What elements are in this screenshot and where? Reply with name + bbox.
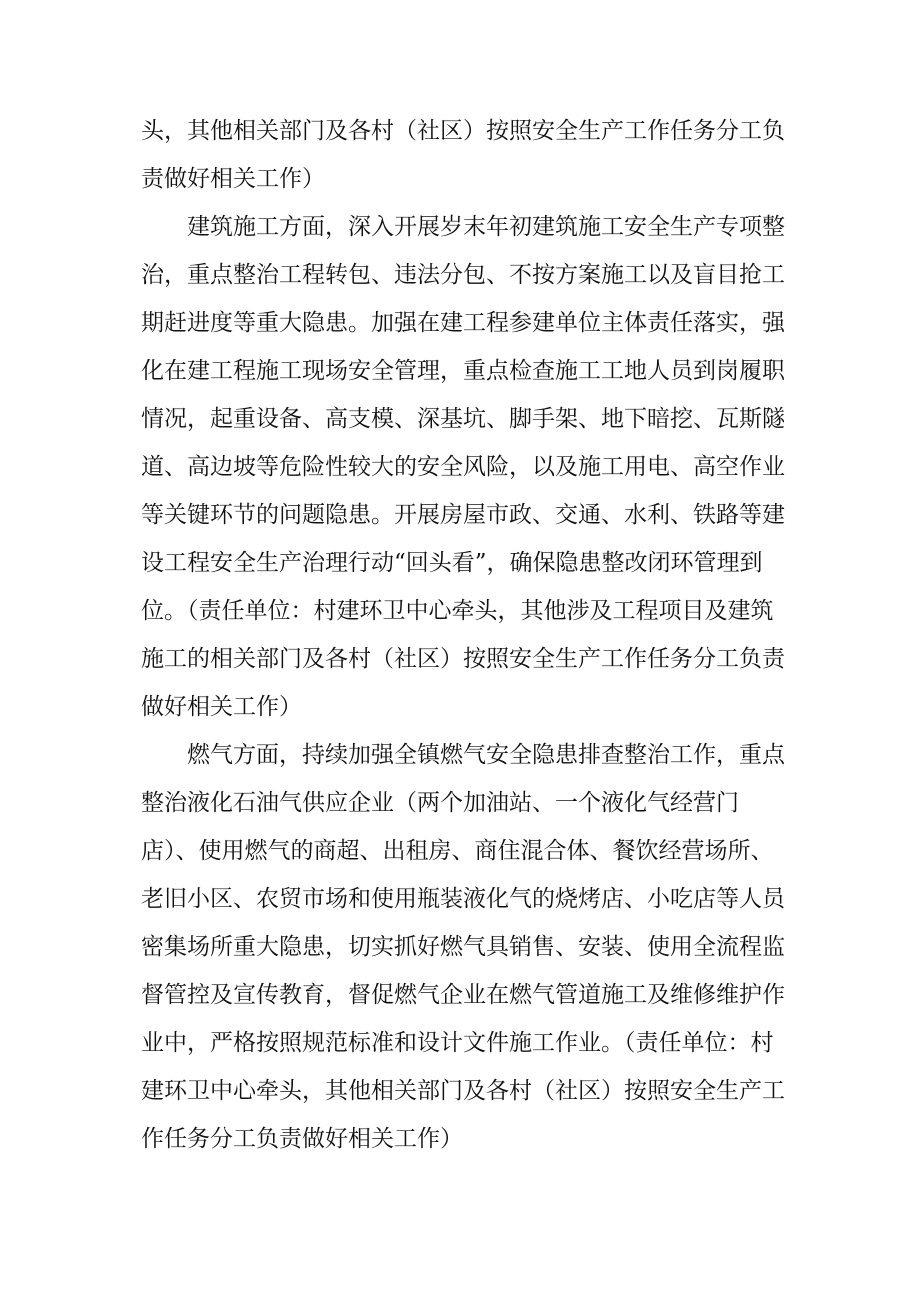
text-line: 期赶进度等重大隐患。加强在建工程参建单位主体责任落实，强 — [141, 310, 785, 336]
text-line: 整治液化石油气供应企业（两个加油站、一个液化气经营门 — [141, 790, 739, 816]
text-line: 化在建工程施工现场安全管理，重点检查施工工地人员到岗履职 — [141, 358, 785, 384]
paragraph-gas — [141, 731, 791, 1163]
text-line: 情况，起重设备、高支模、深基坑、脚手架、地下暗挖、瓦斯隧 — [141, 406, 785, 432]
paragraph-continuation — [141, 107, 791, 203]
text-line: 督管控及宣传教育，督促燃气企业在燃气管道施工及维修维护作 — [141, 982, 785, 1008]
text-line: 道、高边坡等危险性较大的安全风险，以及施工用电、高空作业 — [141, 454, 785, 480]
text-line: 建环卫中心牵头，其他相关部门及各村（社区）按照安全生产工 — [141, 1078, 785, 1104]
text-line: 头，其他相关部门及各村（社区）按照安全生产工作任务分工负 — [141, 118, 785, 144]
text-line: 责做好相关工作） — [141, 166, 325, 192]
text-line: 施工的相关部门及各村（社区）按照安全生产工作任务分工负责 — [141, 646, 785, 672]
text-line: 店）、使用燃气的商超、出租房、商住混合体、餐饮经营场所、 — [141, 838, 774, 864]
text-line: 作任务分工负责做好相关工作） — [141, 1126, 463, 1152]
paragraph-construction — [141, 203, 791, 731]
text-line: 位。（责任单位：村建环卫中心牵头，其他涉及工程项目及建筑 — [141, 598, 774, 624]
text-line: 密集场所重大隐患，切实抓好燃气具销售、安装、使用全流程监 — [141, 934, 785, 960]
text-line: 治，重点整治工程转包、违法分包、不按方案施工以及盲目抢工 — [141, 262, 785, 288]
document-body — [141, 107, 791, 1163]
text-line: 等关键环节的问题隐患。开展房屋市政、交通、水利、铁路等建 — [141, 502, 785, 528]
text-line: 设工程安全生产治理行动“回头看”，确保隐患整改闭环管理到 — [141, 550, 763, 576]
text-line: 做好相关工作） — [141, 694, 302, 720]
text-line: 建筑施工方面，深入开展岁末年初建筑施工安全生产专项整 — [187, 214, 785, 240]
text-line: 燃气方面，持续加强全镇燃气安全隐患排查整治工作，重点 — [187, 742, 785, 768]
text-line: 老旧小区、农贸市场和使用瓶装液化气的烧烤店、小吃店等人员 — [141, 886, 785, 912]
text-line: 业中，严格按照规范标准和设计文件施工作业。（责任单位：村 — [141, 1030, 774, 1056]
